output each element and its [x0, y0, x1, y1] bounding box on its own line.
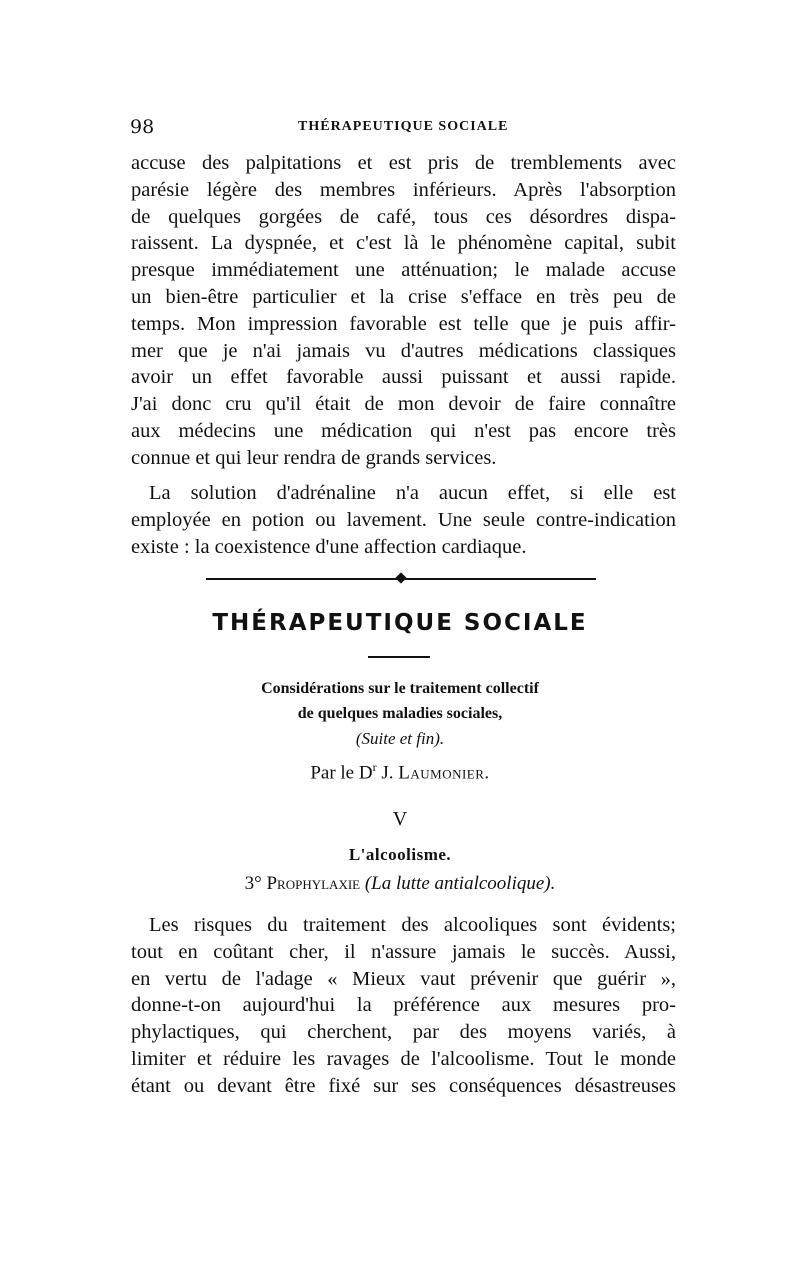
suite-note: (Suite et fin). — [355, 729, 445, 748]
text-line: La solution d'adrénaline n'a aucun effet, si elle est — [149, 482, 676, 504]
subsection-label: Prophylaxie — [266, 873, 361, 894]
running-head — [130, 116, 676, 140]
text-line: donne-t-on aujourd'hui la préférence aux mesures pro- — [131, 994, 676, 1017]
chapter-title: L'alcoolisme. — [348, 845, 452, 864]
text-line: avoir un effet favorable aussi puissant et aussi rapide. — [131, 366, 676, 389]
text-line: temps. Mon impression favorable est telle que je puis affir- — [131, 312, 676, 335]
title-underline — [368, 656, 430, 658]
section-title: THÉRAPEUTIQUE SOCIALE — [212, 610, 588, 636]
text-line: employée en potion ou lavement. Une seule contre-indication — [131, 508, 676, 531]
text-line: J'ai donc cru qu'il était de mon devoir de faire connaître — [131, 393, 676, 416]
text-line: aux médecins une médication qui n'est pas encore très — [131, 419, 676, 442]
text-line: étant ou devant être fixé sur ses conséquences désastreuses — [131, 1074, 676, 1097]
text-line: mer que je n'ai jamais vu d'autres médications classiques — [131, 339, 676, 362]
text-line: Les risques du traitement des alcooliques sont évidents; — [149, 914, 676, 936]
text-line: existe : la coexistence d'une affection cardiaque. — [131, 535, 527, 558]
author-superscript: r — [372, 760, 377, 774]
author-prefix: Par le D — [310, 762, 373, 784]
author-initial: J. — [376, 762, 399, 784]
paragraph-continued — [131, 150, 676, 472]
subsection-number: 3° — [244, 873, 267, 894]
author-name: Laumonier. — [398, 762, 490, 784]
text-line: limiter et réduire les ravages de l'alcoolisme. Tout le monde — [131, 1047, 676, 1070]
text-line: connue et qui leur rendra de grands services. — [131, 446, 497, 469]
text-line: accuse des palpitations et est pris de tremblements avec — [131, 152, 676, 174]
text-line: parésie légère des membres inférieurs. Après l'absorption — [131, 178, 676, 201]
text-line: en vertu de l'adage « Mieux vaut prévenir que guérir », — [131, 967, 676, 990]
article-subtitle-line2: de quelques maladies sociales, — [297, 705, 503, 722]
text-line: un bien-être particulier et la crise s'efface en très peu de — [131, 285, 676, 308]
page-number: 98 — [130, 116, 155, 138]
running-title: THÉRAPEUTIQUE SOCIALE — [298, 119, 509, 134]
article-subtitle-line1: Considérations sur le traitement collectif — [261, 680, 539, 697]
text-line: de quelques gorgées de café, tous ces désordres dispa- — [131, 205, 676, 228]
chapter-number: V — [392, 808, 408, 830]
subsection-heading — [0, 873, 800, 895]
text-line: tout en coûtant cher, il n'assure jamais le succès. Aussi, — [131, 940, 676, 963]
text-line: raissent. La dyspnée, et c'est là le phénomène capital, subit — [131, 232, 676, 255]
subsection-italic: (La lutte antialcoolique). — [364, 873, 556, 894]
diamond-ornament-icon — [395, 572, 406, 583]
author-line — [0, 760, 800, 784]
text-line: presque immédiatement une atténuation; le malade accuse — [131, 259, 676, 282]
text-line: phylactiques, qui cherchent, par des moyens variés, à — [131, 1021, 676, 1044]
paragraph-alcoolisme — [131, 912, 676, 1100]
ornamental-divider — [206, 574, 596, 584]
paragraph-adrenaline — [131, 480, 676, 560]
